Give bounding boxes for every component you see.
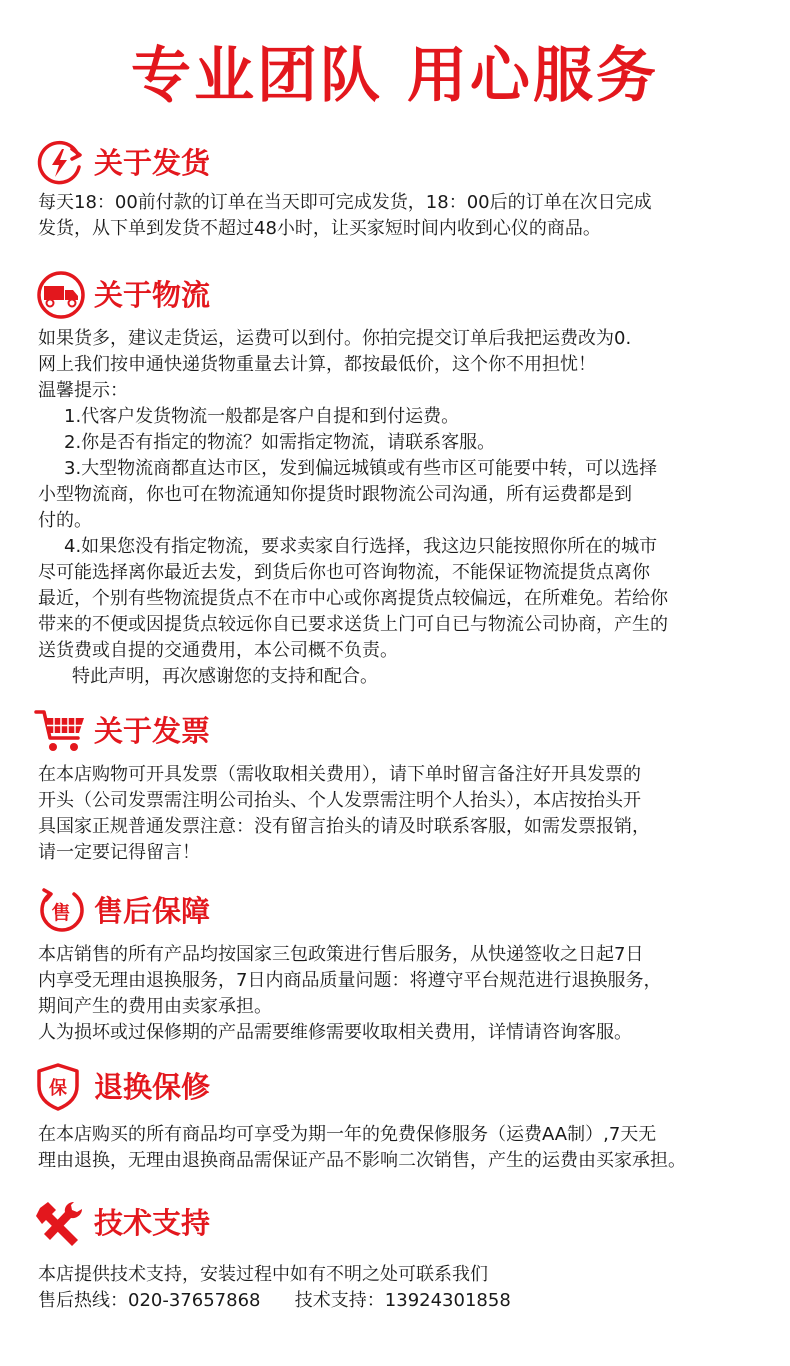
tools-icon (34, 1198, 90, 1248)
section-title: 售后保障 (94, 894, 211, 928)
section-heading-warranty (34, 1062, 210, 1112)
page-title: 专业团队 用心服务 (131, 41, 659, 111)
after-sales-icon (34, 886, 90, 936)
svg-text:售: 售 (51, 902, 71, 924)
section-heading-invoice (34, 706, 210, 756)
shopping-cart-icon (34, 706, 90, 756)
delivery-truck-icon (34, 270, 90, 320)
section-title: 关于物流 (94, 278, 211, 312)
section-body-shipping: 每天18：00前付款的订单在当天即可完成发货，18：00后的订单在次日完成 发货，从下单到发货不超过48小时，让买家短时间内收到心仪的商品。 (38, 192, 652, 239)
lightning-refresh-icon (34, 138, 90, 188)
section-heading-logistics (34, 270, 210, 320)
section-body-warranty: 在本店购买的所有商品均可享受为期一年的免费保修服务（运费AA制）,7天无 理由退换，无理由退换商品需保证产品不影响二次销售，产生的运费由买家承担。 (38, 1124, 686, 1171)
section-title: 关于发货 (94, 146, 211, 180)
section-title: 退换保修 (94, 1070, 211, 1104)
warranty-shield-icon (34, 1062, 90, 1112)
section-body-logistics: 如果货多，建议走货运，运费可以到付。你拍完提交订单后我把运费改为0. 网上我们按申通快递货物重量去计算，都按最低价，这个你不用担忧！ 温馨提示： 1.代客户发货物流一般都是客户自提和到付运费。 2.你是否有指定的物流？如需指定物流，请联系客服。 3.大型物流商都直达市区，发到偏远城镇或有些市区可能要中转，可以选择 小型物流商，你也可在物流通知你提货时跟物流公司沟通，所有运费都是到 付的。 4.如果您没有指定物流，要求卖家自行选择，我这边只能按照你所在的城市 尽可能选择离你最近去发，到货后你也可咨询物流，不能保证物流提货点离你 最近，个别有些物流提货点不在市中心或你离提货点较偏远，在所难免。若给你 带来的不便或因提货点较远你自已要求送货上门可自已与物流公司协商，产生的 送货费或自提的交通费用，本公司概不负责。 特此声明，再次感谢您的支持和配合。 (38, 328, 668, 687)
section-body-after-sales: 本店销售的所有产品均按国家三包政策进行售后服务，从快递签收之日起7日 内享受无理由退换服务，7日内商品质量问题：将遵守平台规范进行退换服务， 期间产生的费用由卖家承担。 人为损坏或过保修期的产品需要维修需要收取相关费用，详情请咨询客服。 (38, 944, 662, 1043)
section-title: 技术支持 (94, 1206, 211, 1240)
section-heading-shipping (34, 138, 210, 188)
svg-text:保: 保 (49, 1078, 67, 1099)
section-heading-after-sales (34, 886, 210, 936)
section-title: 关于发票 (94, 714, 211, 748)
section-body-invoice: 在本店购物可开具发票（需收取相关费用），请下单时留言备注好开具发票的 开头（公司发票需注明公司抬头、个人发票需注明个人抬头），本店按抬头开 具国家正规普通发票注意：没有留言抬头的请及时联系客服，如需发票报销， 请一定要记得留言！ (38, 764, 650, 863)
section-body-tech-support: 本店提供技术支持，安装过程中如有不明之处可联系我们 售后热线：020-37657868 技术支持：13924301858 (38, 1264, 511, 1311)
section-heading-tech-support (34, 1198, 210, 1248)
